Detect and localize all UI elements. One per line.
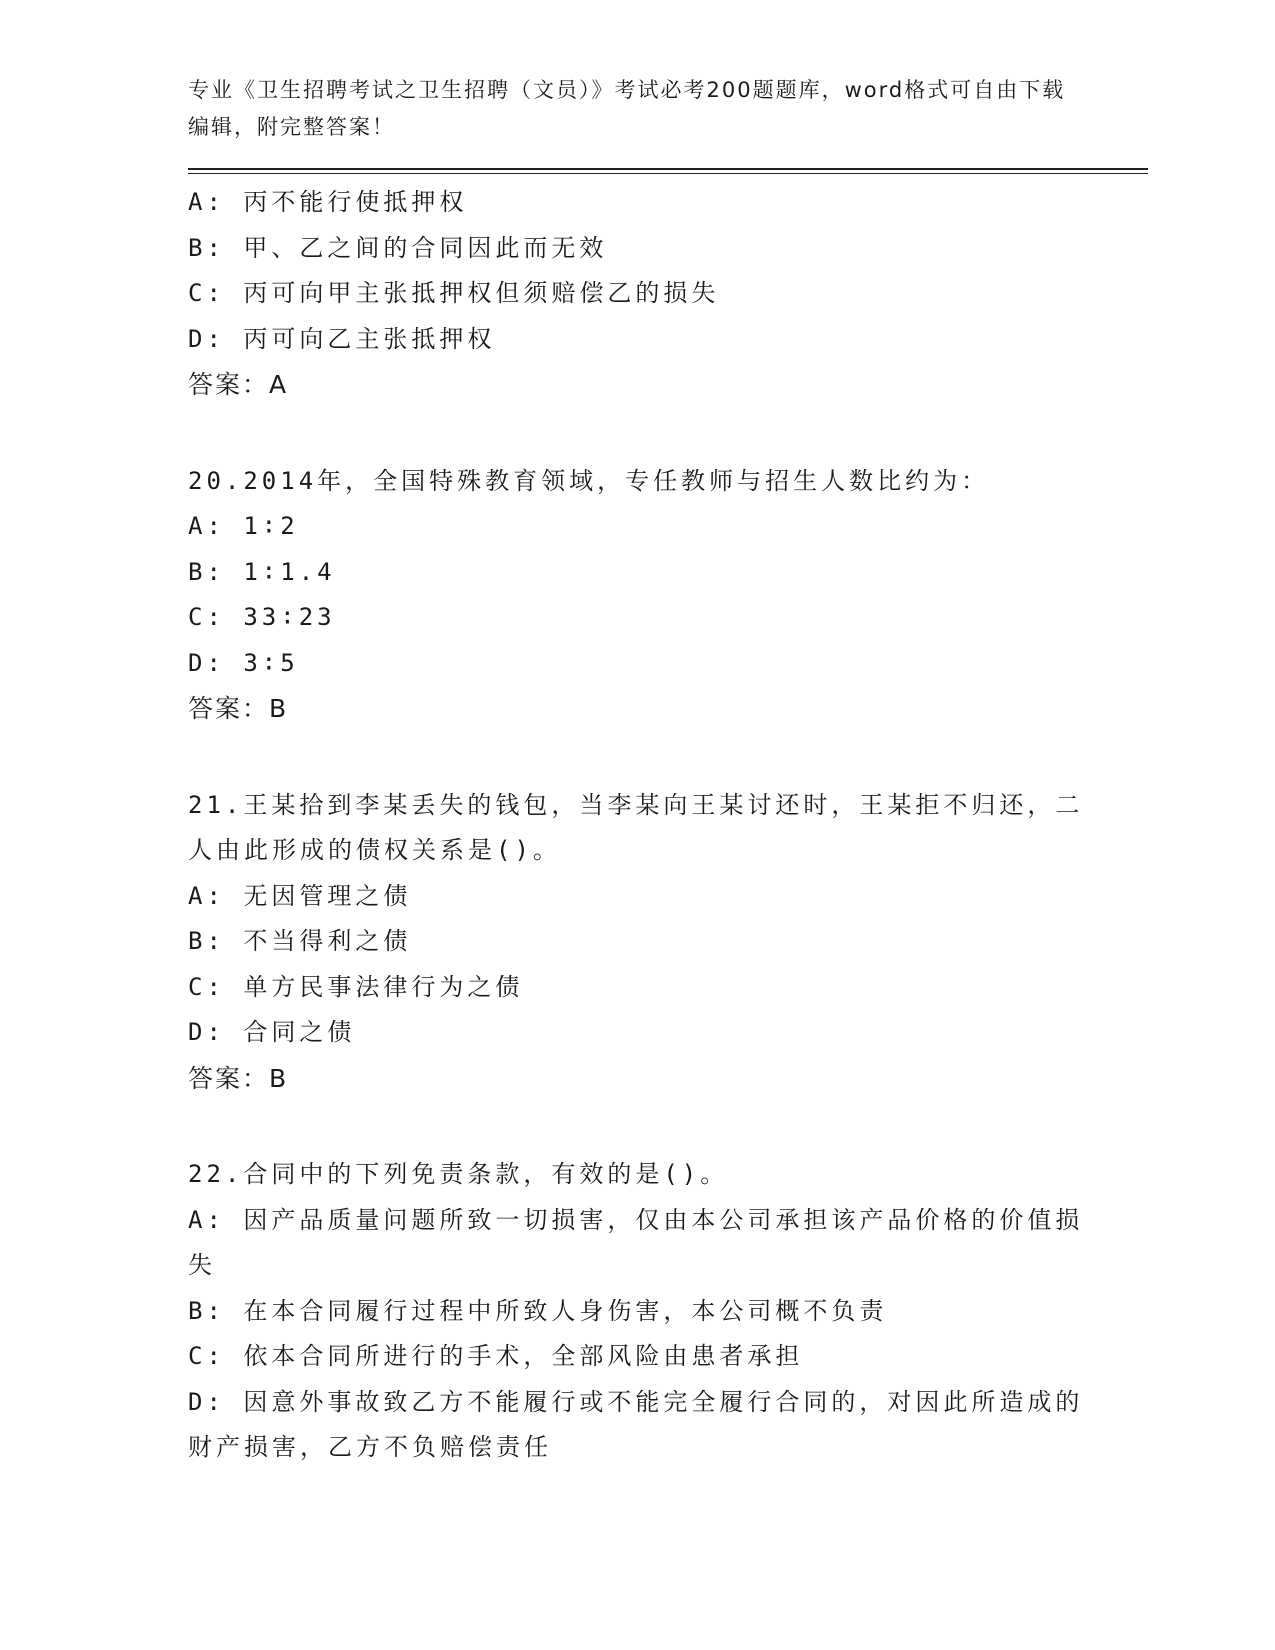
option-b: B: 甲、乙之间的合同因此而无效 [188, 233, 608, 262]
option-a: A: 无因管理之债 [188, 881, 412, 910]
option-b: B: 1∶1.4 [188, 557, 336, 586]
option-d: D: 丙可向乙主张抵押权 [188, 324, 496, 353]
question-text: 20.2014年，全国特殊教育领域，专任教师与招生人数比约为： [188, 466, 990, 495]
question-block-22 [188, 1152, 1148, 1471]
spacer [188, 408, 1148, 453]
option-b: B: 在本合同履行过程中所致人身伤害，本公司概不负责 [188, 1296, 888, 1325]
answer-line: 答案：B [188, 1063, 289, 1093]
option-c: C: 依本合同所进行的手术，全部风险由患者承担 [188, 1342, 804, 1370]
question-text: 21.王某拾到李某丢失的钱包，当李某向王某讨还时，王某拒不归还，二人由此形成的债权关系是()。 [188, 790, 1084, 864]
question-block-21 [188, 783, 1148, 1102]
document-header: 专业《卫生招聘考试之卫生招聘（文员）》考试必考200题题库，word格式可自由下载编辑，附完整答案！ [188, 78, 1066, 139]
question-text: 22.合同中的下列免责条款，有效的是()。 [188, 1160, 729, 1188]
spacer [188, 1101, 1148, 1146]
option-d: D: 因意外事故致乙方不能履行或不能完全履行合同的，对因此所造成的财产损害，乙方不负赔偿责任 [188, 1387, 1084, 1461]
option-d: D: 3∶5 [188, 648, 299, 677]
question-block-19 [188, 180, 1148, 408]
spacer [188, 732, 1148, 777]
question-block-20 [188, 459, 1148, 732]
option-a: A: 丙不能行使抵押权 [188, 188, 468, 216]
option-a: A: 1∶2 [188, 512, 299, 540]
option-c: C: 单方民事法律行为之债 [188, 972, 524, 1001]
document-page [188, 72, 1148, 1471]
header-divider [188, 168, 1148, 174]
option-c: C: 丙可向甲主张抵押权但须赔偿乙的损失 [188, 279, 720, 307]
option-b: B: 不当得利之债 [188, 927, 412, 955]
option-a: A: 因产品质量问题所致一切损害，仅由本公司承担该产品价格的价值损失 [188, 1205, 1084, 1279]
answer-line: 答案：B [188, 694, 289, 723]
option-c: C: 33∶23 [188, 603, 336, 631]
option-d: D: 合同之债 [188, 1018, 356, 1046]
answer-line: 答案：A [188, 370, 289, 399]
